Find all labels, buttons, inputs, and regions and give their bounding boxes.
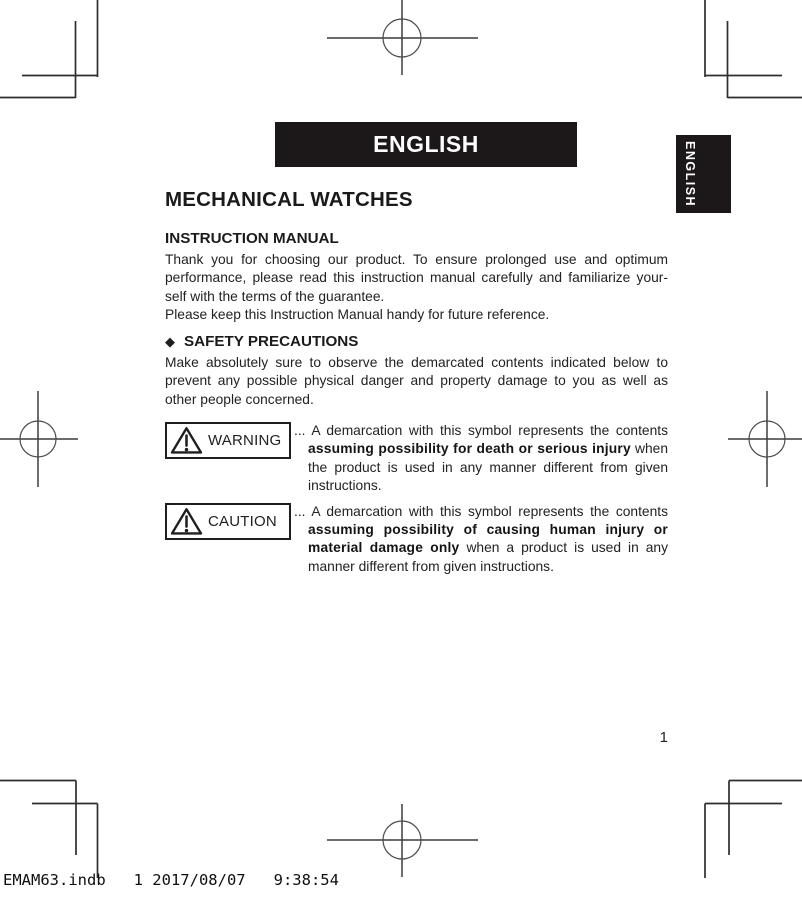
crop-mark-top-left xyxy=(0,0,98,98)
instruction-manual-heading: INSTRUCTION MANUAL xyxy=(165,229,339,247)
warning-label: WARNING xyxy=(208,432,282,450)
crosshair-top-center xyxy=(327,0,478,75)
page-title: MECHANICAL WATCHES xyxy=(165,188,413,211)
crop-mark-bottom-right xyxy=(705,781,802,879)
warning-notice-row xyxy=(165,422,668,495)
safety-intro-paragraph: Make absolutely sure to observe the demarcated contents indicated below to prevent any possible physical danger and property damage to you as well as other people concerned. xyxy=(165,355,668,407)
intro-paragraph-1: Thank you for choosing our product. To ensure prolonged use and optimum performance, please read this instruction manual carefully and familiarize your-self with the terms of the guarantee. xyxy=(165,251,668,304)
caution-description-bold: assuming possibility of causing human injury or material damage only xyxy=(308,522,668,556)
content-column xyxy=(165,190,668,576)
crop-mark-bottom-left xyxy=(0,781,98,879)
crosshair-left-center xyxy=(0,391,78,487)
warning-description xyxy=(294,422,668,495)
safety-precautions-heading-label: SAFETY PRECAUTIONS xyxy=(184,333,359,351)
warning-triangle-icon xyxy=(170,426,203,455)
print-slug-line: EMAM63.indb 1 2017/08/07 9:38:54 xyxy=(3,871,339,889)
diamond-bullet-icon: ◆ xyxy=(165,334,175,350)
page-number: 1 xyxy=(659,729,668,746)
crop-mark-top-right xyxy=(705,0,802,98)
warning-description-suffix: when the product is used in any manner different from given instructions. xyxy=(308,441,668,493)
crosshair-bottom-center xyxy=(327,804,478,877)
language-side-tab xyxy=(676,135,731,213)
caution-notice-row xyxy=(165,503,668,576)
language-banner: ENGLISH xyxy=(275,122,577,167)
caution-description-suffix: when a product is used in any manner different from given instructions. xyxy=(308,540,669,574)
caution-triangle-icon xyxy=(170,507,203,536)
intro-paragraph-2: Please keep this Instruction Manual handy for future reference. xyxy=(165,306,550,322)
caution-description xyxy=(294,503,668,576)
safety-precautions-heading xyxy=(165,334,668,351)
caution-label: CAUTION xyxy=(208,513,277,531)
caution-sign-box xyxy=(165,503,291,540)
warning-description-prefix: ... A demarcation with this symbol represents the contents xyxy=(294,423,668,439)
caution-description-prefix: ... A demarcation with this symbol represents the contents xyxy=(294,504,668,520)
warning-description-bold: assuming possibility for death or serious injury xyxy=(308,441,631,457)
warning-sign-box xyxy=(165,422,291,459)
crosshair-right-center xyxy=(728,391,802,487)
language-side-tab-label: ENGLISH xyxy=(683,140,697,208)
